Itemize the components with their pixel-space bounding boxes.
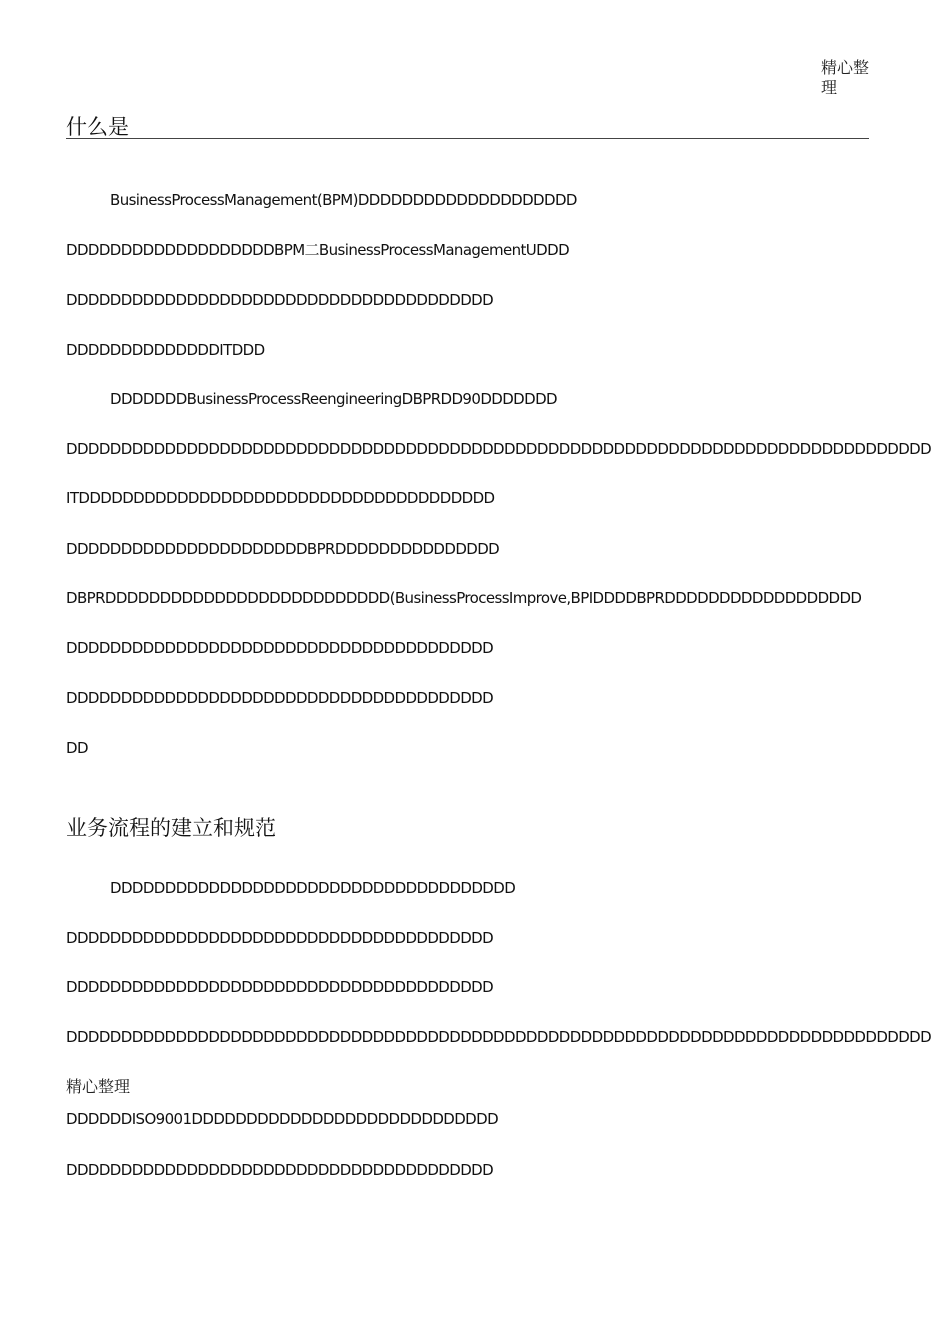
paragraph-line: DBPRDDDDDDDDDDDDDDDDDDDDDDDDDD(BusinessProcessImprove,BPIDDDDBPRDDDDDDDDDDDDDDDDDD — [66, 589, 862, 607]
paragraph-line: DDDDDDDDDDDDDDDDDDDDDDDDDDDDDDDDDDDDDDDDDDDDDDDDDDDDDDDDDDDDDDDDDDDDDDDDDDDDDDD — [66, 1028, 932, 1046]
section1-title-rule — [66, 138, 869, 139]
paragraph-line: DDDDDDDBusinessProcessReengineeringDBPRDD90DDDDDDD — [110, 390, 557, 408]
paragraph-line: DDDDDDDDDDDDDDDDDDDDDDDDDDDDDDDDDDDDDDD — [66, 929, 494, 947]
paragraph-line: DDDDDDDDDDDDDDDDDDDDDDDDDDDDDDDDDDDDDDDDDDDDDDDDDDDDDDDDDDDDDDDDDDDDDDDDDDDDDDD — [66, 440, 932, 458]
section2-title: 业务流程的建立和规范 — [66, 816, 276, 840]
paragraph-line: DDDDDDDDDDDDDDDDDDDDDDBPRDDDDDDDDDDDDDDD — [66, 540, 500, 558]
paragraph-line: DDDDDDDDDDDDDDDDDDDDDDDDDDDDDDDDDDDDDDD — [66, 689, 494, 707]
paragraph-line: ITDDDDDDDDDDDDDDDDDDDDDDDDDDDDDDDDDDDDDD — [66, 489, 495, 507]
header-watermark: 精心整理 — [821, 58, 870, 97]
paragraph-line: DDDDDDDDDDDDDDDDDDDDDDDDDDDDDDDDDDDDDDD — [66, 291, 494, 309]
paragraph-line: DDDDDDISO9001DDDDDDDDDDDDDDDDDDDDDDDDDDDD — [66, 1110, 499, 1128]
paragraph-line: DDDDDDDDDDDDDDDDDDDDDDDDDDDDDDDDDDDDDDD — [66, 978, 494, 996]
paragraph-line: DD — [66, 739, 88, 757]
paragraph-line: DDDDDDDDDDDDDDDDDDDBPM二BusinessProcessManagementUDDD — [66, 241, 570, 259]
paragraph-line: DDDDDDDDDDDDDDITDDD — [66, 341, 265, 359]
paragraph-line: BusinessProcessManagement(BPM)DDDDDDDDDDDDDDDDDDDD — [110, 191, 577, 209]
paragraph-line: DDDDDDDDDDDDDDDDDDDDDDDDDDDDDDDDDDDDD — [110, 879, 516, 897]
footer-watermark: 精心整理 — [66, 1077, 131, 1096]
paragraph-line: DDDDDDDDDDDDDDDDDDDDDDDDDDDDDDDDDDDDDDD — [66, 1161, 494, 1179]
section1-title: 什么是 — [66, 115, 129, 139]
paragraph-line: DDDDDDDDDDDDDDDDDDDDDDDDDDDDDDDDDDDDDDD — [66, 639, 494, 657]
